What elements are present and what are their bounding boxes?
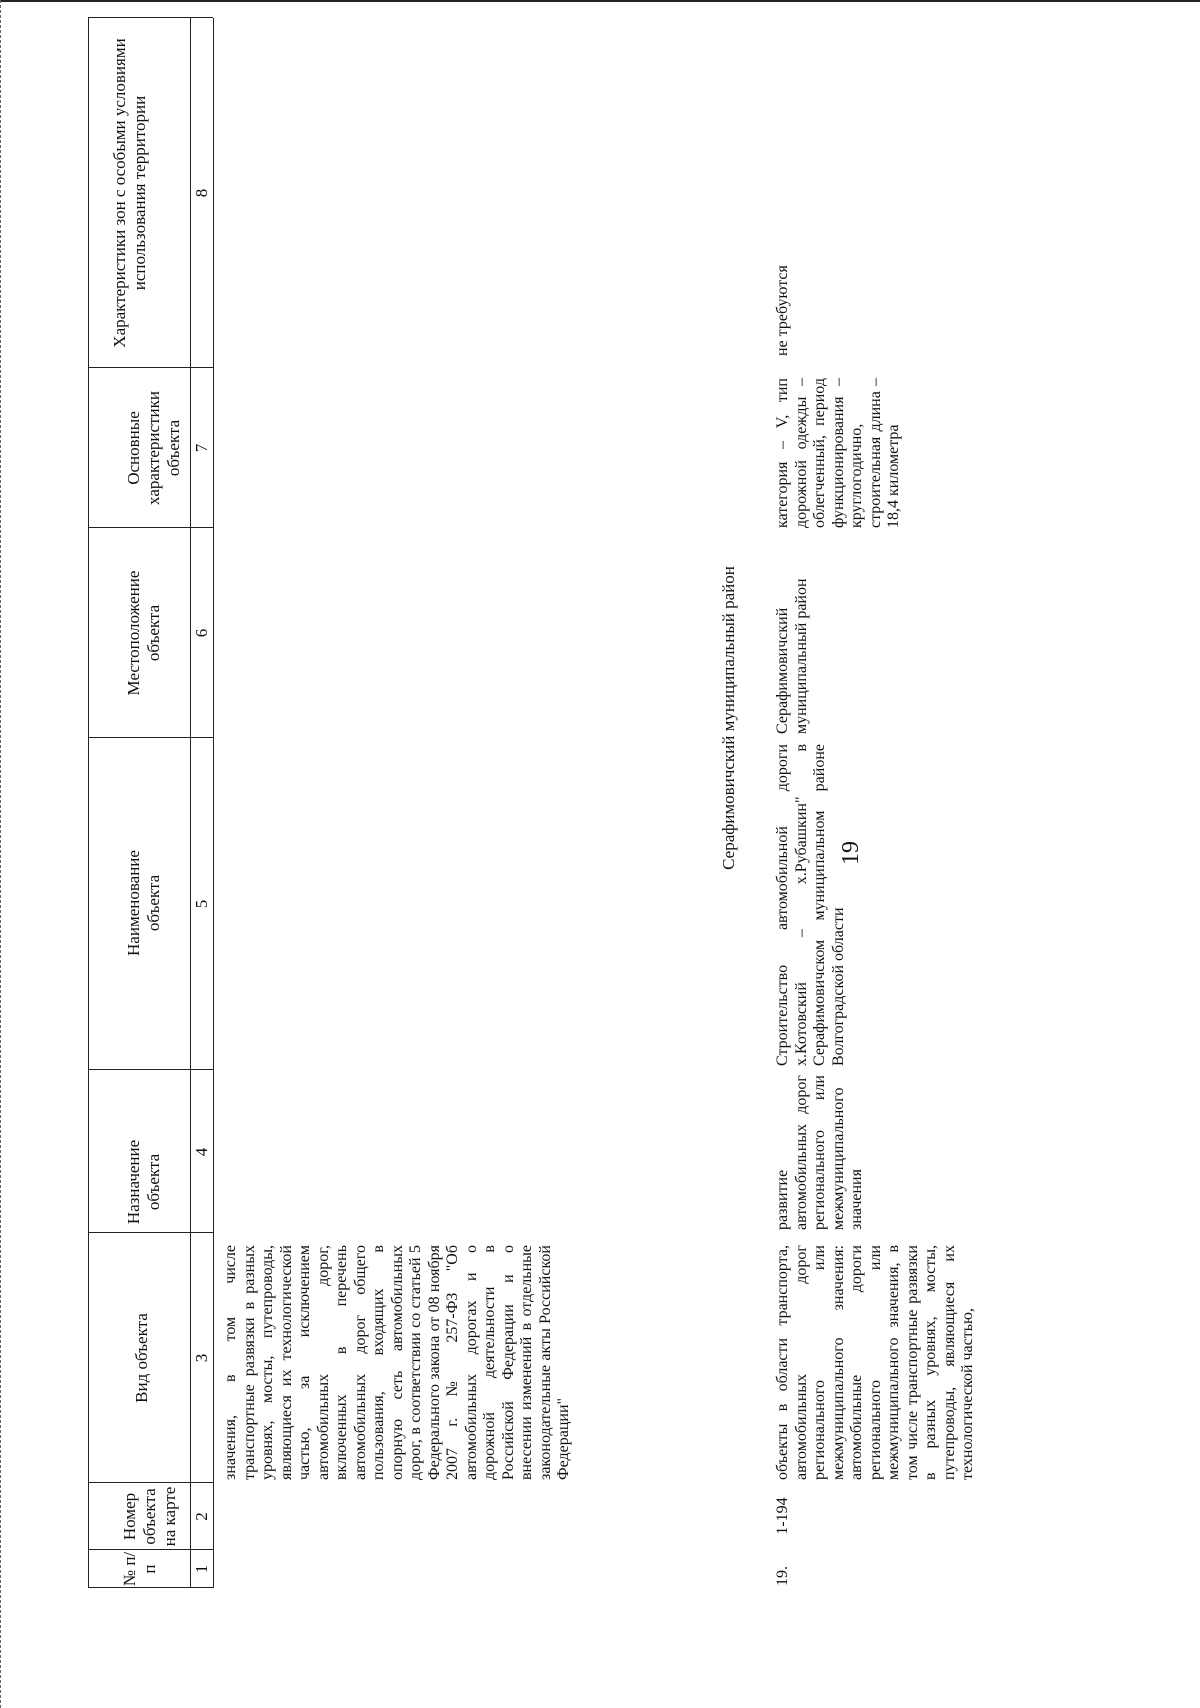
row-characteristics: категория – V, тип дорожной одежды – облегченный, период функционирования – круглогодично, строительная длина – 18,4 километра <box>774 378 902 528</box>
section-title: Серафимовичский муниципальный район <box>719 566 738 870</box>
row-zones: не требуются <box>774 265 791 356</box>
page-number: 19 <box>838 841 864 865</box>
row-name: Строительство автомобильной дороги х.Котовский – х.Рубашкин" в Серафимовичском муниципальном районе Волгоградской области <box>774 744 847 1066</box>
header-mid-rule <box>190 18 191 1588</box>
col-number: 7 <box>192 443 211 453</box>
col-number: 3 <box>192 1353 211 1363</box>
row-purpose: развитие автомобильных дорог регионального или межмуниципального значения <box>774 1075 865 1230</box>
header-purpose: Назначение объекта <box>124 1139 163 1225</box>
col-rule <box>88 367 213 368</box>
header-bottom-rule <box>213 18 214 1588</box>
col-rule <box>88 1549 213 1550</box>
col-number: 8 <box>192 188 211 198</box>
header-type: Вид объекта <box>132 1313 151 1403</box>
row-map-number: 1-194 <box>774 1497 791 1535</box>
row-location: Серафимовичский муниципальный район <box>774 578 810 734</box>
row-type: объекты в области транспорта, автомобильных дорог регионального или межмуниципального значения: автомобильные дороги регионального или межмуниципального значения, в том числе транспортные развязки в разных уровнях, мосты, путепроводы, являющиеся их технологической частью, <box>774 1245 976 1480</box>
col-number: 2 <box>192 1512 211 1521</box>
col-number: 6 <box>192 628 211 638</box>
row-number: 19. <box>774 1566 791 1586</box>
col-rule <box>88 1587 213 1588</box>
col-number: 1 <box>192 1564 211 1574</box>
col-rule <box>88 527 213 528</box>
col-rule <box>88 737 213 738</box>
col-rule <box>88 17 213 18</box>
header-num: № п/п <box>120 1551 159 1587</box>
col-number: 5 <box>192 899 211 909</box>
col-rule <box>88 1232 213 1233</box>
col-rule <box>88 1069 213 1070</box>
header-name: Наименование объекта <box>124 850 163 956</box>
continued-type-text: значения, в том числе транспортные развязки в разных уровнях, мосты, путепроводы, являющиеся их технологической частью, за исключением автомобильных дорог, включенных в перечень автомобильных дорог общего пользования, входящих в опорную сеть автомобильных дорог, в соответствии со статьей 5 Федерального закона от 08 ноября 2007 г. № 257-ФЗ "Об автомобильных дорогах и о дорожной деятельности в Российской Федерации и о внесении изменений в отдельные законодательные акты Российской Федерации" <box>222 1245 572 1480</box>
header-map-number: Номер объекта на карте <box>120 1486 179 1547</box>
col-rule <box>88 1482 213 1483</box>
header-top-rule <box>88 18 89 1588</box>
col-number: 4 <box>192 1147 211 1157</box>
header-zones: Характеристики зон с особыми условиями использования территории <box>110 38 149 348</box>
header-characteristics: Основные характеристики объекта <box>124 391 183 505</box>
header-location: Местоположение объекта <box>124 570 163 696</box>
